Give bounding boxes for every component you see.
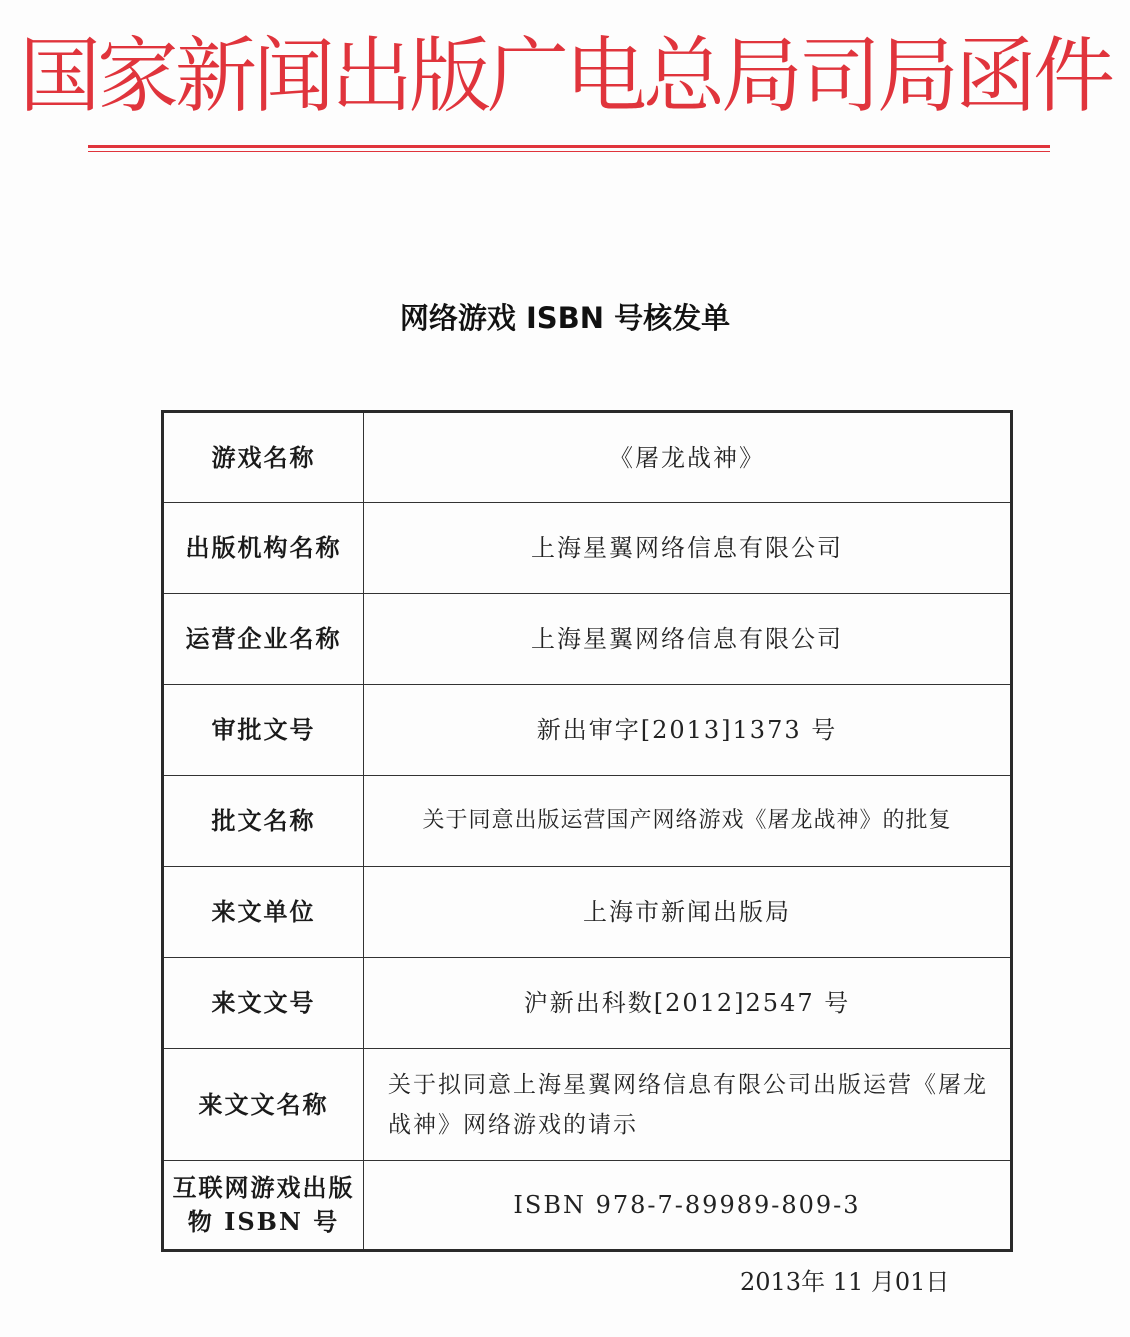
row-label: 批文名称 <box>163 776 364 867</box>
table-row <box>163 958 1012 1049</box>
row-label: 审批文号 <box>163 685 364 776</box>
table-row <box>163 867 1012 958</box>
row-value: 上海星翼网络信息有限公司 <box>364 503 1012 594</box>
letterhead-rule-thin <box>88 151 1050 152</box>
table-row <box>163 503 1012 594</box>
row-label: 运营企业名称 <box>163 594 364 685</box>
row-value: 沪新出科数[2012]2547 号 <box>364 958 1012 1049</box>
row-label: 互联网游戏出版物 ISBN 号 <box>163 1161 364 1251</box>
document-title: 网络游戏 ISBN 号核发单 <box>399 301 731 335</box>
table-row <box>163 776 1012 867</box>
row-label: 来文文名称 <box>163 1049 364 1161</box>
row-value: ISBN 978-7-89989-809-3 <box>364 1161 1012 1251</box>
letterhead-title: 国家新闻出版广电总局司局函件 <box>18 29 1111 124</box>
row-value: 关于同意出版运营国产网络游戏《屠龙战神》的批复 <box>364 776 1012 867</box>
row-label: 来文单位 <box>163 867 364 958</box>
row-value: 新出审字[2013]1373 号 <box>364 685 1012 776</box>
table-row <box>163 685 1012 776</box>
table-row <box>163 1049 1012 1161</box>
row-value: 关于拟同意上海星翼网络信息有限公司出版运营《屠龙战神》网络游戏的请示 <box>364 1049 1012 1161</box>
table-row <box>163 412 1012 503</box>
table-row <box>163 594 1012 685</box>
row-value: 上海星翼网络信息有限公司 <box>364 594 1012 685</box>
table-row <box>163 1161 1012 1251</box>
row-label: 来文文号 <box>163 958 364 1049</box>
row-value: 上海市新闻出版局 <box>364 867 1012 958</box>
row-label: 游戏名称 <box>163 412 364 503</box>
document-date: 2013年 11 月01日 <box>740 1268 950 1296</box>
row-value: 《屠龙战神》 <box>364 412 1012 503</box>
isbn-info-table <box>161 410 1013 1252</box>
row-label: 出版机构名称 <box>163 503 364 594</box>
letterhead-rule-thick <box>88 145 1050 148</box>
